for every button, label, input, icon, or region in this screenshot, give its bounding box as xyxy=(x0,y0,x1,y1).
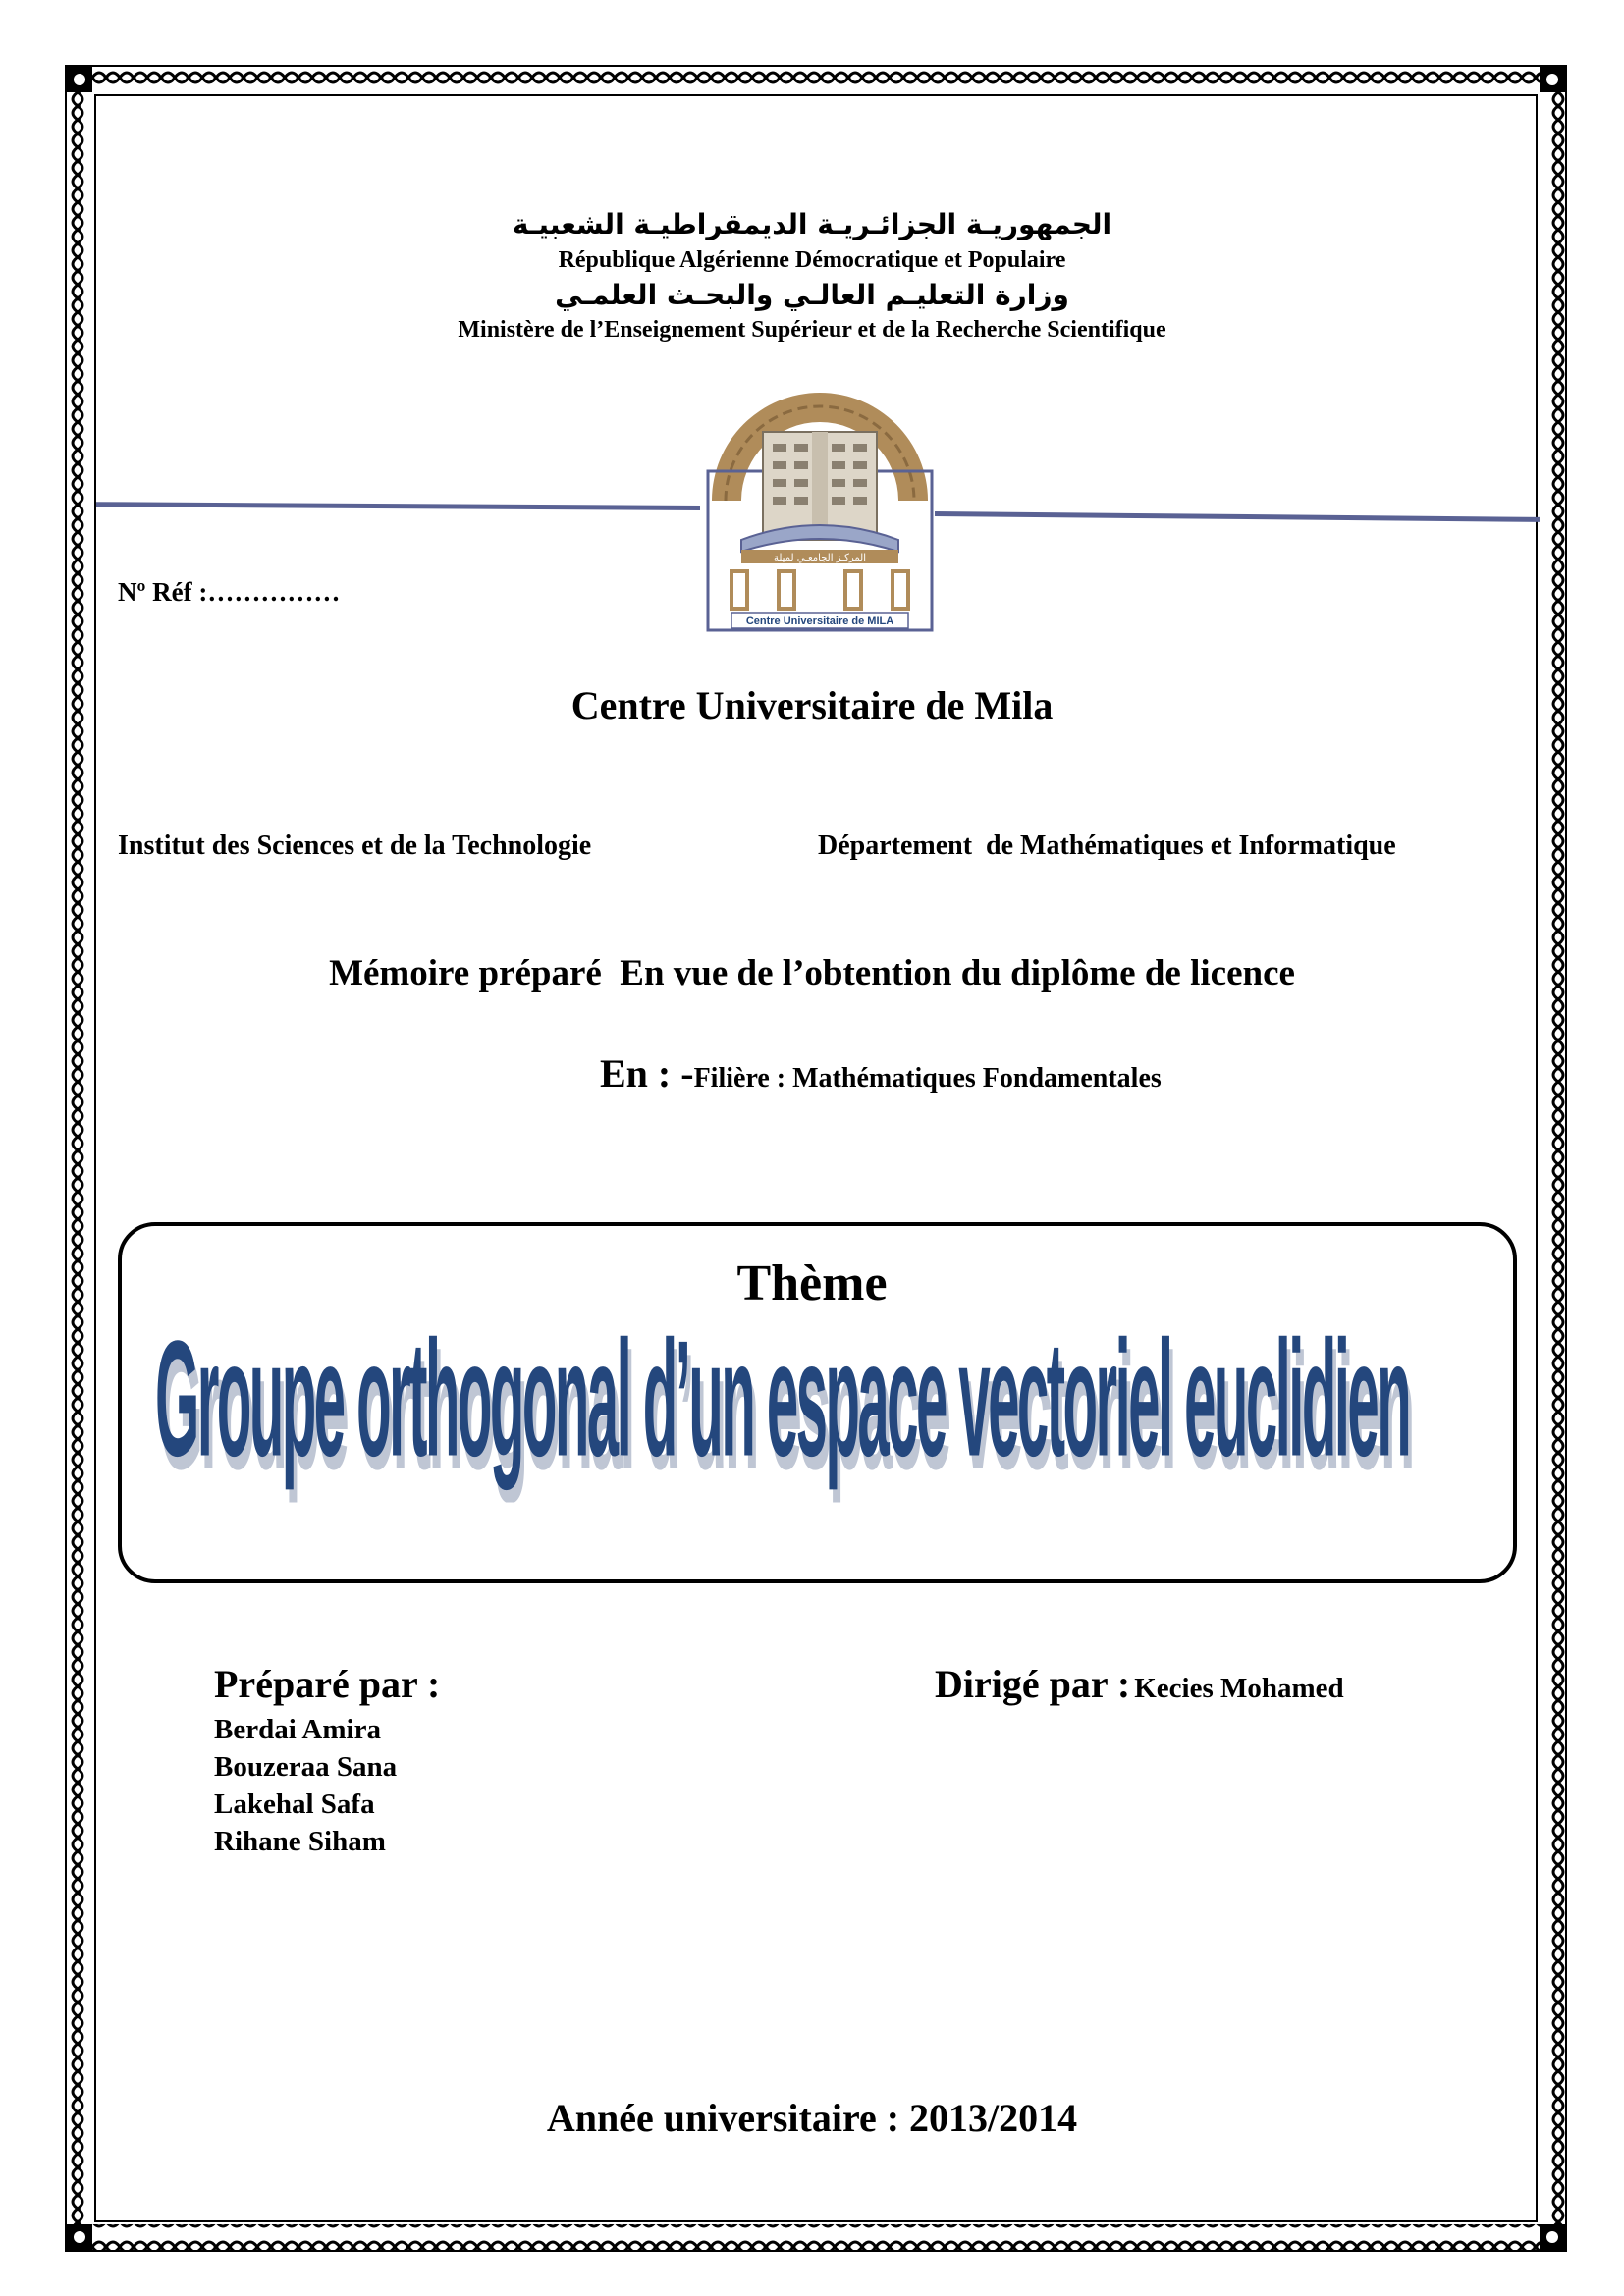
department-name: Département de Mathématiques et Informatique xyxy=(818,830,1396,861)
director-name: Kecies Mohamed xyxy=(1134,1673,1344,1704)
academic-year: Année universitaire : 2013/2014 xyxy=(546,2096,1078,2140)
director-line xyxy=(935,1661,1344,1707)
theme-title-wrap xyxy=(155,1304,1530,1529)
ministry-french: Ministère de l’Enseignement Supérieur et de la Recherche Scientifique xyxy=(458,317,1166,343)
university-logo xyxy=(702,393,938,636)
institute-name: Institut des Sciences et de la Technologie xyxy=(118,830,592,861)
logo-arabic-banner: المركـز الجامعـي لميلة xyxy=(774,553,866,563)
republic-french: République Algérienne Démocratique et Populaire xyxy=(558,247,1066,273)
filiere-line xyxy=(600,1050,1162,1096)
theme-label: Thème xyxy=(736,1255,888,1311)
en-label: En : - xyxy=(600,1051,694,1095)
republic-arabic: الجمهوريـة الجزائـريـة الديمقراطيـة الشعبيـة xyxy=(512,208,1112,240)
theme-title: Groupe orthogonal d’un espace vectoriel euclidien xyxy=(155,1307,1410,1491)
author-name: Berdai Amira xyxy=(214,1714,381,1745)
author-name: Lakehal Safa xyxy=(214,1789,375,1820)
ministry-arabic: وزارة التعليـم العالـي والبحـث العلمـي xyxy=(555,279,1069,311)
institution-name: Centre Universitaire de Mila xyxy=(570,683,1054,727)
filiere: Filière : Mathématiques Fondamentales xyxy=(693,1063,1162,1094)
authors-list xyxy=(214,1711,397,1860)
author-name: Rihane Siham xyxy=(214,1826,386,1857)
memoire-line: Mémoire préparé En vue de l’obtention du diplôme de licence xyxy=(329,953,1295,993)
reference-number: Nº Réf :…………… xyxy=(118,577,341,607)
logo-caption: Centre Universitaire de MILA xyxy=(745,615,894,627)
directed-label: Dirigé par : xyxy=(935,1662,1131,1706)
author-name: Bouzeraa Sana xyxy=(214,1751,398,1783)
prepared-label: Préparé par : xyxy=(214,1662,441,1706)
